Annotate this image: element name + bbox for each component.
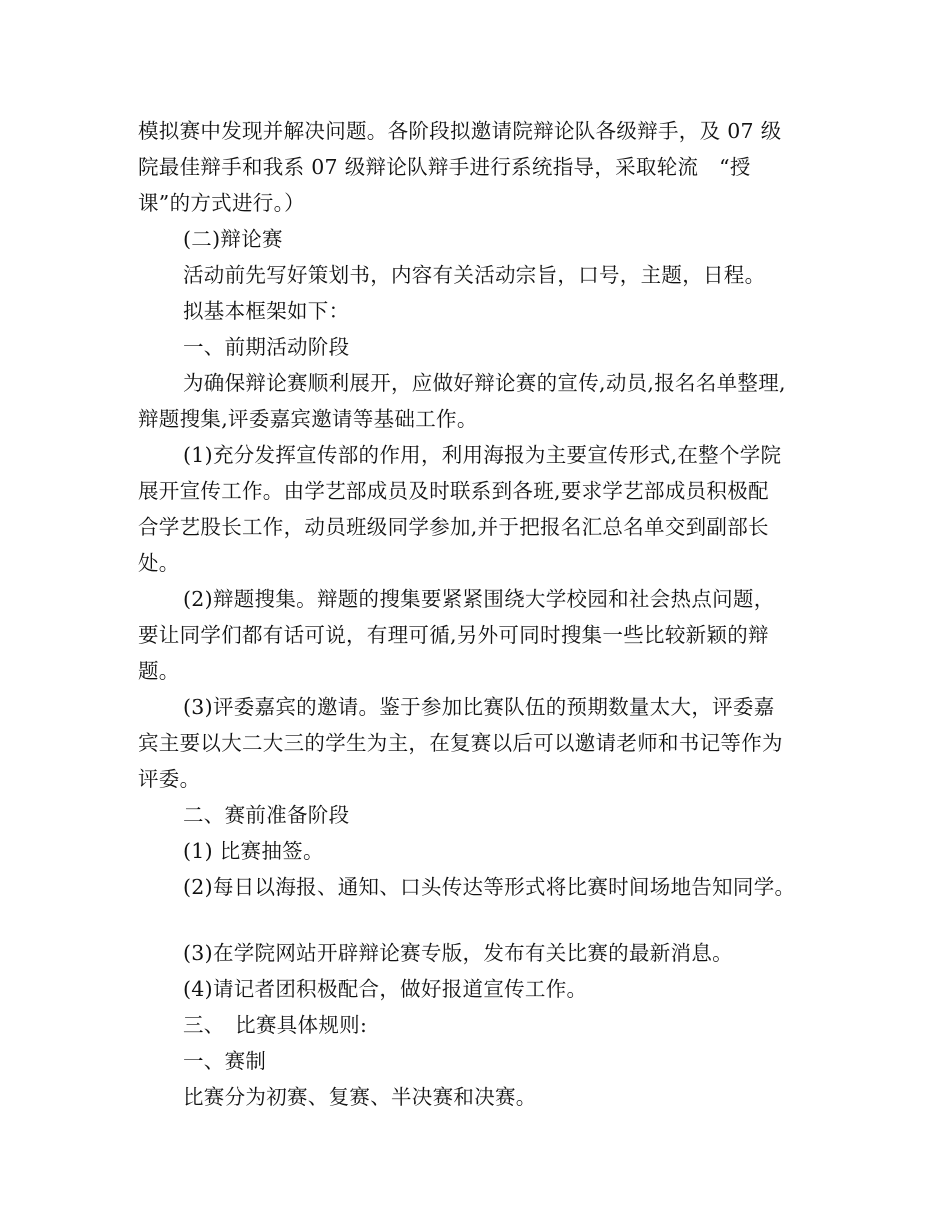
text-line-15: 要让同学们都有话可说，有理可循,另外可同时搜集一些比较新颖的辩 bbox=[138, 623, 769, 647]
text-line-12: 合学艺股长工作，动员班级同学参加,并于把报名汇总名单交到副部长 bbox=[138, 515, 769, 539]
section-heading-format: 一、赛制 bbox=[183, 1049, 267, 1073]
text-line-10: (1)充分发挥宣传部的作用，利用海报为主要宣传形式,在整个学院 bbox=[183, 443, 782, 467]
text-line-5: 活动前先写好策划书，内容有关活动宗旨，口号，主题，日程。 bbox=[183, 263, 766, 287]
text-line-23: (3)在学院网站开辟辩论赛专版，发布有关比赛的最新消息。 bbox=[183, 941, 733, 965]
text-line-18: 宾主要以大二大三的学生为主，在复赛以后可以邀请老师和书记等作为 bbox=[138, 731, 783, 755]
text-line-27: 比赛分为初赛、复赛、半决赛和决赛。 bbox=[183, 1085, 537, 1109]
text-line-2: 院最佳辩手和我系 07 级辩论队辩手进行系统指导，采取轮流 “授 bbox=[138, 155, 751, 179]
section-heading-preparation: 二、赛前准备阶段 bbox=[183, 803, 350, 827]
text-line-24: (4)请记者团积极配合，做好报道宣传工作。 bbox=[183, 977, 588, 1001]
text-line-22: (2)每日以海报、通知、口头传达等形式将比赛时间场地告知同学。 bbox=[183, 875, 796, 899]
section-heading-rules: 三、 比赛具体规则: bbox=[183, 1013, 368, 1037]
section-heading-early-stage: 一、前期活动阶段 bbox=[183, 335, 350, 359]
text-line-1: 模拟赛中发现并解决问题。各阶段拟邀请院辩论队各级辩手，及 07 级 bbox=[138, 119, 782, 143]
text-line-16: 题。 bbox=[138, 659, 180, 683]
text-line-11: 展开宣传工作。由学艺部成员及时联系到各班,要求学艺部成员积极配 bbox=[138, 479, 769, 503]
text-line-13: 处。 bbox=[138, 551, 180, 575]
text-line-14: (2)辩题搜集。辩题的搜集要紧紧围绕大学校园和社会热点问题， bbox=[183, 587, 775, 611]
section-heading-debate: (二)辩论赛 bbox=[183, 227, 283, 251]
text-line-19: 评委。 bbox=[138, 767, 201, 791]
text-line-21: (1) 比赛抽签。 bbox=[183, 839, 324, 863]
text-line-17: (3)评委嘉宾的邀请。鉴于参加比赛队伍的预期数量太大，评委嘉 bbox=[183, 695, 775, 719]
text-line-9: 辩题搜集,评委嘉宾邀请等基础工作。 bbox=[138, 407, 478, 431]
text-line-3: 课”的方式进行。） bbox=[138, 191, 305, 215]
text-line-8: 为确保辩论赛顺利展开，应做好辩论赛的宣传,动员,报名名单整理, bbox=[183, 371, 786, 395]
text-line-6: 拟基本框架如下： bbox=[183, 299, 350, 323]
